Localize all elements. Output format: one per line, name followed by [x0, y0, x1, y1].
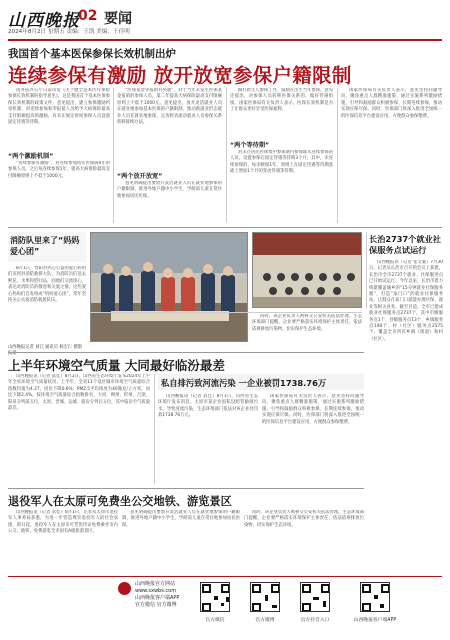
firefighter-headline: 消防队里来了“妈妈爱心团”	[10, 236, 80, 256]
firefighter-photo	[90, 232, 248, 342]
lead-subhead-1: “两个激励机制”	[8, 153, 54, 160]
lead-col2-text: “医保基金零报销有奖励”，对于当年未发生医保基金报销的参保人员，第二年提高大病保险最高支付限额原则上不低于1000元。意见提出，放开灵活就业人员在就业地参加基本医保的户籍限制，推动新就业形态就业人员在就业地参保，完善跨省流动就业人员参保关系转移接续办法。	[117, 88, 222, 126]
qr-code-icon	[361, 583, 390, 612]
qr-caption-4: 山西晚报客户端APP	[353, 618, 397, 623]
qr-code-app[interactable]	[360, 582, 390, 612]
pollution-text-col2: 国家医保局有关负责人表示，意见坚持问题导向，聚焦重点人群精准施策，通过实施系列激励措施，引导和鼓励群众积极参保、长期连续参保，推动实现应保尽保。同时，医保部门将深入推进全国统一的医保信息平台建设应用，方便群众参保缴费。	[262, 394, 364, 425]
qr-code-douyin[interactable]	[300, 582, 330, 612]
column-divider	[113, 88, 114, 223]
firefighter-credit: 山西晚报记者 刘江 通讯员 杨宏仁 摄影报道	[8, 345, 83, 356]
pollution-title-box	[158, 374, 364, 390]
lead-headline: 连续参保有激励 放开放宽参保户籍限制	[8, 64, 352, 87]
top-rule	[8, 39, 442, 41]
lead-col3b-text: 对未在居民医保集中参保期内参保或未连续参保的人员，设置参保后固定待遇等待期3个月；其中，未连续参保的，每多断保1年，原则上在固定待遇等待期基础上增加1个月的变动待遇等待期。	[230, 150, 333, 175]
veterans-text-col2: 意见明确提出要放开灵活就业人员在就业地参保的户籍限制，推进外地户籍中小学生、学龄前儿童在常住地参加居民医保。	[122, 510, 240, 528]
footer-brand-line1: 山西晚报官方网站	[135, 581, 176, 587]
footer-brand	[135, 581, 179, 609]
column-divider	[154, 374, 155, 484]
meeting-photo-image	[253, 233, 362, 308]
lead-col3-text: 做好新生儿参保工作，鼓励在出生当年参保。意见还提出，对参保人员转移医保关系的，做好待遇衔接。国家医保局有关负责人表示，医保长效机制是为了让群众更好享受医保福利。	[230, 88, 333, 113]
qr-code-icon	[251, 583, 280, 612]
veterans-text-col3: 同时，该企业负责人被移交公安机关依法处理。生态环境部门提醒，企业要严格落实环境保护主体责任，依法依规排放污染物，切实保护生态环境。	[244, 510, 364, 528]
lead-kicker: 我国首个基本医保参保长效机制出炉	[8, 48, 176, 60]
lead-col1b-text: “连续参保有激励”，对连续参加居民医保满4年的参保人员，之后每连续参保1年，提高大病保险最高支付限额原则上不低于1000元。	[8, 161, 110, 179]
air-quality-text: 山西晚报讯（记者 武佳）8月1日，山西省生态环境厅发布2024年上半年全省环境空气质量状况。上半年，全省11个设区城市环境空气质量综合指数均值为4.27，同比下降0.6%；PM2.5平均浓度为40微克/立方米，同比下降2.4%。按环境空气质量综合指数排名，大同、朔州、忻州、吕梁、阳泉分列前五位，太原、晋城、运城、临汾分列后五位，其中临汾空气质量最差。	[8, 374, 150, 412]
section-divider	[8, 488, 364, 489]
section-name: 要闻	[104, 11, 132, 27]
column-divider	[366, 232, 367, 308]
column-divider	[226, 88, 227, 223]
qr-caption-2: 官方微博	[255, 618, 275, 623]
qr-code-icon	[201, 583, 230, 612]
meeting-headline: 长治2737个就业社保服务点试运行	[369, 234, 441, 255]
pollution-headline: 私自排污致河流污染 一企业被罚1738.76万	[161, 378, 327, 388]
column-divider	[337, 88, 338, 223]
meeting-text: 山西晚报讯（记者 张文豪）7月30日，记者从长治市召开的会议上获悉，长治市全市2737个就业、社保服务点已开始试运行。今年以来，长治市着力构建覆盖城乡的“15分钟就业社保服务圈”，打造“家门口”的就业社保服务站，让群众在家门口就能办理社保、就业等相关业务。截至目前，全市已建成就业社保服务点2737个，其中市级服务点1个、县级服务点13个、乡镇服务点148个、村（社区）服务点2575个，覆盖全市所有乡镇（街道）和村（社区）。	[369, 260, 443, 342]
mothers-visit-photo-image	[91, 233, 248, 342]
lead-col4-text: 国家医保局有关负责人表示，意见坚持问题导向，聚焦重点人群精准施策，通过实施系列激励措施，引导和鼓励群众积极参保、长期连续参保，推动实现应保尽保。同时，医保部门将深入推进全国统一的医保信息平台建设应用，方便群众参保缴费。	[341, 88, 442, 119]
section-divider	[90, 312, 362, 313]
page-number: 02	[78, 8, 98, 24]
pollution-text-col1: 山西晚报讯（记者 武佳）8月1日，山西省生态环境厅发布消息，太原市某企业因私设暗管偷排污水，导致河流污染，生态环境部门依法对该企业处罚款1738.76万元。	[158, 394, 258, 419]
meeting-photo	[252, 232, 362, 308]
qr-caption-3: 官方抖音入口	[300, 618, 330, 623]
section-divider	[8, 227, 442, 228]
newspaper-logo: 山西晚报	[8, 11, 80, 31]
veterans-text-col1: 山西晚报讯（记者 武佳）8月1日，记者从太原市退役军人事务局获悉，为进一步营造尊崇退役军人的社会氛围，即日起，退役军人在太原市可凭优待证免费乘坐市内公交、地铁，免费游览全市国有A级旅游景区。	[8, 510, 118, 535]
lead-col4-continuation: 同时，该企业负责人被移交公安机关依法处理。生态环境部门提醒，企业要严格落实环境保护主体责任，依法依规排放污染物，切实保护生态环境。	[252, 314, 362, 332]
footer-brand-line3: 山西晚报客户端APP	[135, 595, 180, 601]
lead-subhead-2: “两个放开放宽”	[117, 173, 163, 180]
footer-rule	[8, 576, 442, 577]
footer-logo-icon	[118, 582, 131, 595]
air-quality-headline: 上半年环境空气质量 大同最好临汾最差	[8, 358, 225, 373]
footer	[0, 576, 450, 640]
section-divider	[8, 352, 364, 353]
lead-subhead-3: “两个等待期”	[230, 142, 270, 149]
issue-line: 2024年8月2日 星期五 责编：王凯 美编：王佳明	[8, 29, 130, 35]
qr-code-weibo[interactable]	[250, 582, 280, 612]
qr-code-wechat[interactable]	[200, 582, 230, 612]
masthead	[8, 6, 450, 36]
footer-brand-line4: 官方微信 官方微博	[135, 602, 177, 608]
footer-brand-line2[interactable]: www.sxwbs.com	[135, 588, 177, 594]
qr-caption-1: 官方微信	[205, 618, 225, 623]
firefighter-title-box	[8, 232, 86, 262]
firefighter-text: 8月1日，晋阳县热心公益的爱心妈妈们来到县消防救援大队，为消防员们送去鲜花、水果和慰问品，同他们交流谈心，表达对消防员的敬意和关爱之情。这些爱心妈妈们自发组成“妈妈爱心团”，常年坚持关心关爱消防救援队伍。	[8, 266, 86, 304]
lead-col1-text: 国务院办公厅日前印发《关于健全基本医疗保险参保长效机制的指导意见》，这是我国首个基本医保参保长效机制的政策文件。意见提出，建立参保激励约束机制，对连续参保和零报销人员给予大病保险最高支付限额提高的激励，对未在规定时间参保人员设置固定待遇等待期。	[8, 88, 110, 126]
qr-code-icon	[301, 583, 330, 612]
lead-col2b-text: 意见明确提出要放开灵活就业人员在就业地参保的户籍限制，推进外地户籍中小学生、学龄前儿童在常住地参加居民医保。	[117, 181, 222, 199]
veterans-headline: 退役军人在太原可免费坐公交地铁、游览景区	[8, 495, 232, 508]
